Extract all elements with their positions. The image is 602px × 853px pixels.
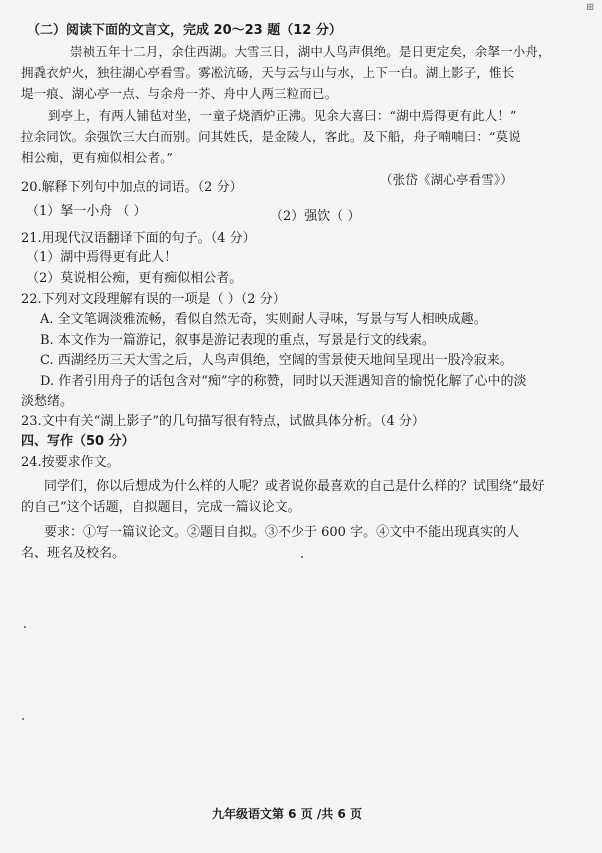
- writing-requirement-line: 要求：①写一篇议论文。②题目自拟。③不少于 600 字。④文中不能出现真实的人: [44, 525, 520, 540]
- scan-speck: [301, 556, 303, 558]
- question-21-item-2: （2）莫说相公痴，更有痴似相公者。: [26, 271, 243, 286]
- passage-line: 拥毳衣炉火，独往湖心亭看雪。雾凇沆砀，天与云与山与水，上下一白。湖上影子，惟长: [21, 65, 515, 80]
- question-22-option-d: D. 作者引用舟子的话包含对“痴”字的称赞，同时以天涯遇知音的愉悦化解了心中的淡: [40, 374, 527, 389]
- question-24-stem: 24.按要求作文。: [21, 455, 120, 470]
- writing-prompt-line: 的自己”这个话题，自拟题目，完成一篇议论文。: [21, 500, 301, 515]
- page-footer: 九年级语文第 6 页 /共 6 页: [212, 807, 362, 821]
- scan-speck: [24, 626, 26, 628]
- passage-source: （张岱《湖心亭看雪》）: [380, 172, 513, 187]
- question-23-stem: 23.文中有关“湖上影子”的几句描写很有特点，试做具体分析。（4 分）: [21, 414, 425, 429]
- passage-line: 到亭上，有两人铺毡对坐，一童子烧酒炉正沸。见余大喜曰：“湖中焉得更有此人！”: [48, 108, 517, 123]
- question-20-stem: 20.解释下列句中加点的词语。（2 分）: [21, 180, 243, 195]
- passage-line: 崇祯五年十二月，余住西湖。大雪三日，湖中人鸟声俱绝。是日更定矣，余拏一小舟，: [70, 44, 551, 59]
- corner-mark-icon: ⊞: [586, 2, 595, 13]
- question-22-option-d-cont: 淡愁绪。: [21, 394, 74, 409]
- question-21-item-1: （1）湖中焉得更有此人！: [26, 250, 178, 265]
- question-22-option-a: A. 全文笔调淡雅流畅，看似自然无奇，实则耐人寻味，写景与写人相映成趣。: [40, 312, 487, 327]
- question-21-stem: 21.用现代汉语翻译下面的句子。（4 分）: [21, 231, 256, 246]
- passage-line: 相公痴，更有痴似相公者。”: [21, 150, 174, 165]
- scan-speck: [22, 718, 24, 720]
- question-22-option-c: C. 西湖经历三天大雪之后，人鸟声俱绝，空阔的雪景使天地间呈现出一股冷寂来。: [40, 353, 513, 368]
- writing-prompt-line: 同学们，你以后想成为什么样的人呢？或者说你最喜欢的自己是什么样的？试围绕“最好: [44, 479, 545, 494]
- passage-line: 堤一痕、湖心亭一点、与余舟一芥、舟中人两三粒而已。: [21, 86, 338, 101]
- question-20-item-1: （1）拏一小舟 （ ）: [26, 204, 147, 219]
- question-20-item-2: （2）强饮（ ）: [270, 209, 361, 224]
- section-reading-heading: （二）阅读下面的文言文，完成 20～23 题（12 分）: [27, 23, 342, 38]
- question-22-stem: 22.下列对文段理解有误的一项是（ ）（2 分）: [21, 292, 286, 307]
- writing-requirement-line: 名、班名及校名。: [21, 546, 126, 561]
- question-22-option-b: B. 本文作为一篇游记，叙事是游记表现的重点，写景是行文的线索。: [40, 333, 435, 348]
- section-writing-heading: 四、写作（50 分）: [21, 434, 135, 449]
- passage-line: 拉余同饮。余强饮三大白而别。问其姓氏，是金陵人，客此。及下船，舟子喃喃曰：“莫说: [21, 129, 521, 144]
